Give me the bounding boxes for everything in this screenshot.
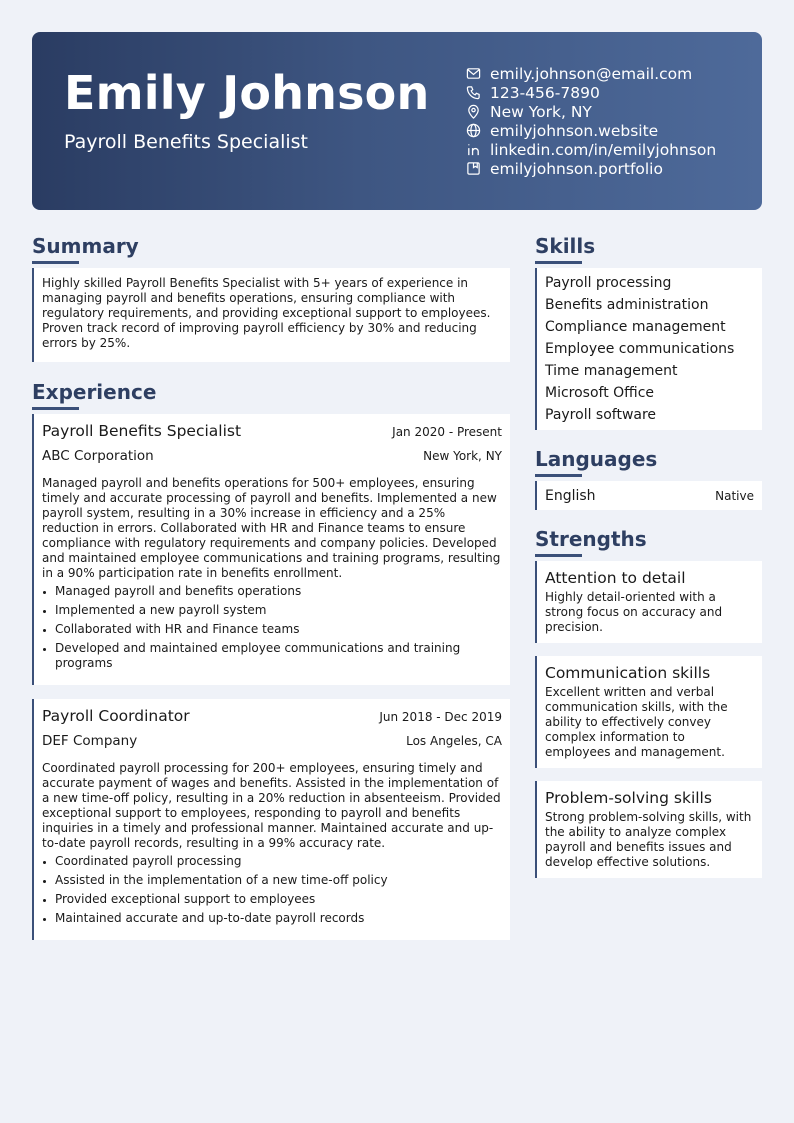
skills-card [535,268,762,430]
strength-description: Excellent written and verbal communication skills, with the ability to effectively convey complex information to employees and management. [545,685,728,759]
job-entry [32,414,510,685]
strength-description: Strong problem-solving skills, with the ability to analyze complex payroll and benefits issues and develop effective solutions. [545,810,752,869]
job-description: Coordinated payroll processing for 200+ employees, ensuring timely and accurate payment of wages and benefits. Assisted in the implementation of a new time-off policy, resulting in a 20% reduction in absenteeism. Provided exceptional support to employees, responding to payroll and benefits inquiries in a timely and professional manner. Maintained accurate and up-to-date payroll records, resulting in a 99% accuracy rate. [42,761,501,850]
resume-header [32,32,762,210]
job-bullet: • Coordinated payroll processing [55,854,502,869]
strength-card [535,781,762,878]
skill-item: Payroll software [545,407,657,423]
linkedin-icon [466,142,481,157]
languages-heading-underline [535,474,582,477]
strengths-heading: Strengths [535,527,647,551]
language-item [535,481,762,510]
contact-website[interactable] [466,121,756,140]
job-bullet: • Managed payroll and benefits operations [55,584,502,599]
globe-icon [466,123,481,138]
job-description: Managed payroll and benefits operations for 500+ employees, ensuring timely and accurate processing of payroll and benefits. Implemented a new payroll system, resulting in a 30% increase in efficiency and a 25% reduction in errors. Collaborated with HR and Finance teams to ensure compliance with regulatory requirements and company policies. Developed and maintained employee communications and training programs, resulting in a 90% participation rate in benefits enrollment. [42,476,501,580]
job-bullet: • Collaborated with HR and Finance teams [55,622,502,637]
contact-email-text: emily.johnson@email.com [490,64,693,83]
skill-item: Employee communications [545,341,735,357]
mail-icon [466,66,481,81]
contact-list [466,64,756,178]
strength-title: Attention to detail [545,569,686,587]
job-bullets [42,854,502,926]
summary-text: Highly skilled Payroll Benefits Specialist with 5+ years of experience in managing payroll and benefits operations, ensuring compliance with regulatory requirements, and providing exceptional support to employees. Proven track record of improving payroll efficiency by 30% and reducing errors by 25%. [42,276,491,350]
phone-icon [466,85,481,100]
job-company: ABC Corporation [42,448,154,464]
job-entry [32,699,510,940]
contact-portfolio[interactable] [466,159,756,178]
job-dates: Jan 2020 - Present [392,425,502,439]
job-location: New York, NY [423,449,502,463]
strength-title: Communication skills [545,664,711,682]
job-company: DEF Company [42,733,138,749]
summary-heading: Summary [32,234,139,258]
strength-card [535,656,762,768]
job-title: Payroll Benefits Specialist [42,422,242,440]
contact-linkedin-text: linkedin.com/in/emilyjohnson [490,140,717,159]
job-title: Payroll Coordinator [42,707,190,725]
strength-description: Highly detail-oriented with a strong focus on accuracy and precision. [545,590,723,634]
contact-website-text: emilyjohnson.website [490,121,659,140]
summary-heading-underline [32,261,79,264]
skill-item: Benefits administration [545,297,709,313]
skill-item: Microsoft Office [545,385,655,401]
strength-card [535,561,762,643]
right-column [535,232,762,891]
languages-heading: Languages [535,447,658,471]
contact-portfolio-text: emilyjohnson.portfolio [490,159,663,178]
job-dates: Jun 2018 - Dec 2019 [379,710,502,724]
candidate-title: Payroll Benefits Specialist [64,131,309,153]
job-location: Los Angeles, CA [406,734,502,748]
skill-item: Time management [545,363,678,379]
contact-email[interactable] [466,64,756,83]
language-level: Native [715,488,754,503]
location-pin-icon [466,104,481,119]
strengths-heading-underline [535,554,582,557]
left-column [32,232,510,954]
contact-location [466,102,756,121]
job-bullet: • Developed and maintained employee communications and training programs [55,641,502,671]
job-bullets [42,584,502,671]
contact-phone[interactable] [466,83,756,102]
contact-phone-text: 123-456-7890 [490,83,600,102]
skills-heading: Skills [535,234,596,258]
strength-title: Problem-solving skills [545,789,712,807]
experience-heading-underline [32,407,79,410]
portfolio-icon [466,161,481,176]
job-bullet: • Provided exceptional support to employees [55,892,502,907]
skill-item: Payroll processing [545,275,672,291]
summary-card [32,268,510,362]
language-name: English [545,487,596,504]
skill-item: Compliance management [545,319,726,335]
contact-location-text: New York, NY [490,102,592,121]
skills-heading-underline [535,261,582,264]
experience-heading: Experience [32,380,157,404]
candidate-name: Emily Johnson [64,66,430,120]
job-bullet: • Assisted in the implementation of a new time-off policy [55,873,502,888]
job-bullet: • Implemented a new payroll system [55,603,502,618]
job-bullet: • Maintained accurate and up-to-date payroll records [55,911,502,926]
contact-linkedin[interactable] [466,140,756,159]
